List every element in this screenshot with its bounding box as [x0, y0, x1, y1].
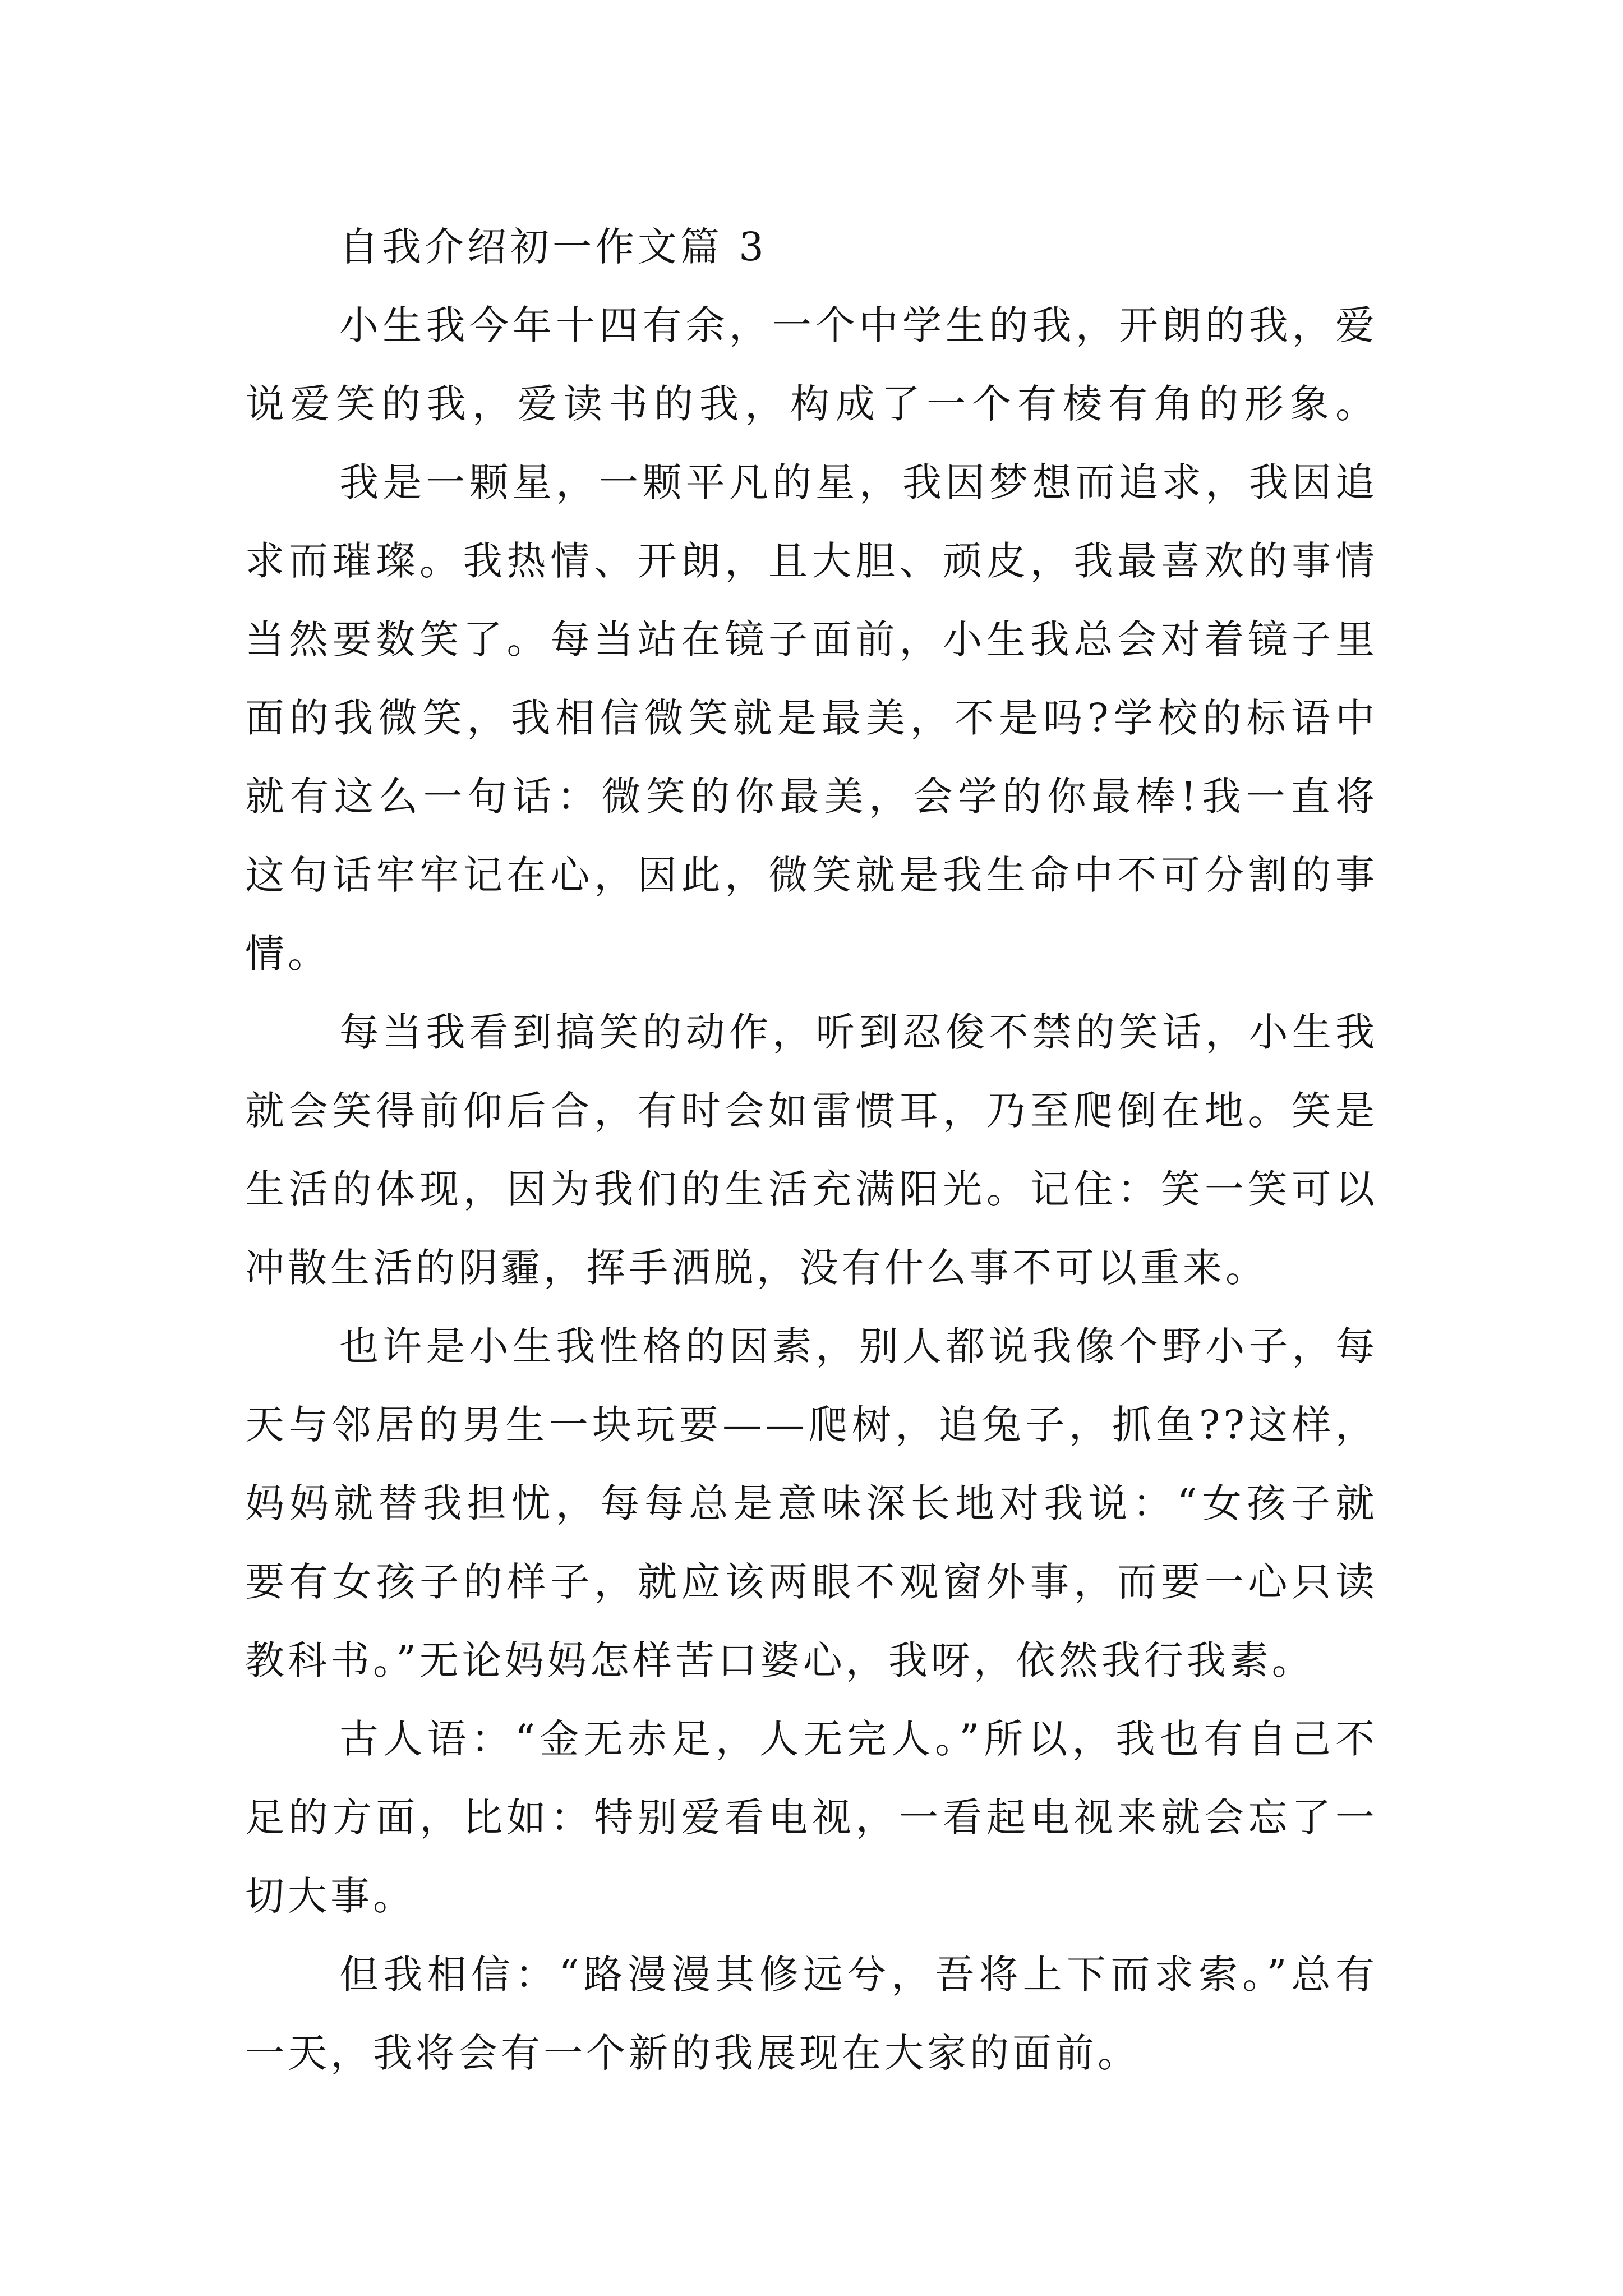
paragraph-line: 情。 — [245, 931, 330, 977]
paragraph-line: 切大事。 — [245, 1873, 416, 1919]
paragraph-line: 我是一颗星，一颗平凡的星，我因梦想而追求，我因追 — [339, 459, 1378, 505]
paragraph-line: 一天，我将会有一个新的我展现在大家的面前。 — [245, 2030, 1140, 2076]
paragraph-line: 足的方面，比如：特别爱看电视，一看起电视来就会忘了一 — [245, 1795, 1378, 1841]
paragraph-line: 说爱笑的我，爱读书的我，构成了一个有棱有角的形象。 — [245, 381, 1378, 427]
paragraph-line: 就会笑得前仰后合，有时会如雷惯耳，乃至爬倒在地。笑是 — [245, 1088, 1378, 1134]
paragraph-line: 古人语：“金无赤足，人无完人。”所以，我也有自己不 — [339, 1716, 1378, 1762]
paragraph-line: 但我相信：“路漫漫其修远兮，吾将上下而求索。”总有 — [339, 1952, 1378, 1998]
paragraph-line: 生活的体现，因为我们的生活充满阳光。记住：笑一笑可以 — [245, 1166, 1378, 1212]
paragraph-line: 面的我微笑，我相信微笑就是最美，不是吗?学校的标语中 — [245, 695, 1378, 741]
paragraph-line: 这句话牢牢记在心，因此，微笑就是我生命中不可分割的事 — [245, 852, 1378, 898]
paragraph-line: 冲散生活的阴霾，挥手洒脱，没有什么事不可以重来。 — [245, 1245, 1268, 1291]
paragraph-line: 当然要数笑了。每当站在镜子面前，小生我总会对着镜子里 — [245, 616, 1378, 662]
paragraph-line: 要有女孩子的样子，就应该两眼不观窗外事，而要一心只读 — [245, 1559, 1378, 1605]
paragraph-line: 就有这么一句话：微笑的你最美，会学的你最棒!我一直将 — [245, 774, 1378, 820]
paragraph-line: 教科书。”无论妈妈怎样苦口婆心，我呀，依然我行我素。 — [245, 1637, 1315, 1683]
paragraph-line: 求而璀璨。我热情、开朗，且大胆、顽皮，我最喜欢的事情 — [245, 538, 1378, 584]
document-title: 自我介绍初一作文篇 3 — [339, 224, 767, 270]
paragraph-line: 每当我看到搞笑的动作，听到忍俊不禁的笑话，小生我 — [339, 1009, 1378, 1055]
paragraph-line: 小生我今年十四有余，一个中学生的我，开朗的我，爱 — [339, 302, 1378, 348]
paragraph-line: 妈妈就替我担忧，每每总是意味深长地对我说：“女孩子就 — [245, 1480, 1378, 1526]
paragraph-line: 也许是小生我性格的因素，别人都说我像个野小子，每 — [339, 1323, 1378, 1369]
paragraph-line: 天与邻居的男生一块玩要——爬树，追兔子，抓鱼??这样， — [245, 1402, 1378, 1448]
